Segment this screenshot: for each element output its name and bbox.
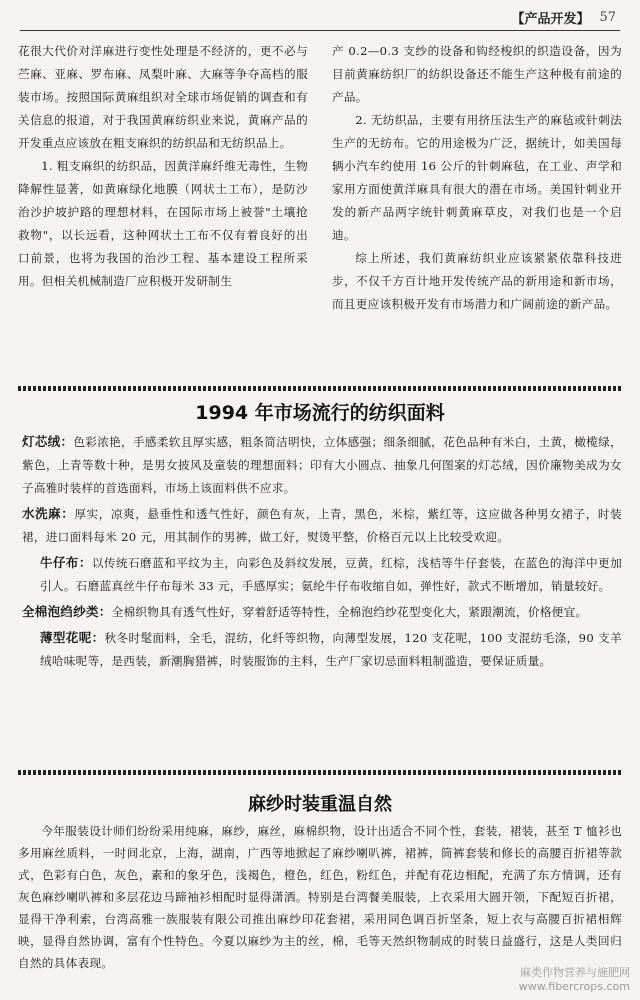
page-number: 57 [599, 9, 616, 25]
watermark-name: 麻类作物营养与施肥网 [520, 966, 630, 979]
left-paragraph-1: 花很大代价对洋麻进行变性处理是不经济的，更不必与苎麻、亚麻、罗布麻、凤梨叶麻、大麻等争夺高档的服装市场。按照国际黄麻组织对全球市场促销的调查和有关信息的报道，对于我国黄麻纺织业来说，黄麻产品的开发重点应该放在粗支麻织的纺织品和无纺织品上。 [18, 44, 308, 150]
right-paragraph-1: 产 0.2—0.3 支纱的设备和钩经梭织的织造设备，因为目前黄麻纺织厂的纺织设备还不能生产这种极有前途的产品。 [332, 44, 622, 104]
article1-title: 1994 年市场流行的纺织面料 [195, 402, 445, 424]
fabric-description: 全棉织物具有透气性好，穿着舒适等特性，全棉泡绉纱花型变化大，紧跟潮流，价格便宜。 [111, 605, 588, 619]
intro-columns [18, 40, 622, 382]
article2-body [18, 820, 622, 974]
fabric-term: 全棉泡绉纱类： [22, 604, 112, 619]
header-rule [20, 30, 620, 31]
fabric-description: 色彩浓艳，手感柔软且厚实感，粗条简洁明快，立体感强；细条细腻，花色品种有米白，土黄，橄榄绿，紫色，上青等数十种，是男女披风及童装的理想面料；印有大小圆点、抽象几何图案的灯芯绒，因价廉物美成为女子高雅时装样的首选面料，市场上该面料供不应求。 [22, 435, 622, 495]
section-label: 【产品开发】 [511, 11, 590, 27]
fabric-item [18, 502, 622, 549]
left-paragraph-2: 1. 粗支麻织的纺织品，因黄洋麻纤维无毒性，生物降解性显著，如黄麻绿化地膜（网状土工布），是防沙治沙护坡护路的理想材料，在国际市场上被誉"土壤抢救物"，以长远看，这种网状土工布不仅有着良好的出口前景，也将为我国的治沙工程、基本建设工程所采用。但相关机械制造厂应积极开发研制生 [18, 159, 308, 288]
fabric-item [18, 430, 622, 500]
site-watermark [519, 966, 630, 994]
fabric-description: 秋冬时髦面料，全毛，混纺，化纤等织物，向薄型发展，120 支花呢，100 支混纺毛涤，90 支羊绒哈味呢等，是西装，新潮胸猎裤，时装服饰的主料，生产厂家切忌面料粗制滥造，要保证质量。 [40, 631, 622, 668]
fabric-term: 牛仔布： [40, 555, 92, 570]
article2-paragraph: 今年服装设计师们纷纷采用纯麻，麻纱，麻丝，麻棉织物，设计出适合不同个性，套装，裙装，甚至 T 恤衫也多用麻丝质料，一时间北京，上海，湖南，广西等地掀起了麻纱喇叭裤，裙裤，筒裤套装和修长的高腰百折裙等款式，色彩有白色，灰色，素和的象牙色，浅褐色，橙色，红色，粉红色，并配有花边相配，充满了东方情调，还有灰色麻纱喇叭裤和多层花边马蹄袖衫相配时显得潇洒。特别是台湾餐美服装，上衣采用大圆开领，下配短百折裙，显得干净利索，台湾高雅一族服装有限公司推出麻纱印花套裙，采用同色调百折坚条，短上衣与高腰百折裙相辉映，显得自然协调，富有个性特色。今夏以麻纱为主的丝，棉，毛等天然织物制成的时装日益盛行，这是人类回归自然的具体表现。 [18, 824, 622, 970]
fabric-term: 薄型花呢： [40, 630, 105, 645]
fabric-item [18, 600, 622, 624]
right-paragraph-2: 2. 无纺织品，主要有用挤压法生产的麻毡或针刺法生产的无纺布。它的用途极为广泛，据统计，如美国每辆小汽车约使用 16 公斤的针刺麻毡，在工业、声学和家用方面使黄洋麻具有很大的潜在市场。美国针刺业开发的新产品两字统针刺黄麻草皮，对我们也是一个启迪。 [332, 113, 622, 242]
fabric-term: 水洗麻： [22, 506, 75, 521]
article2-title: 麻纱时装重温自然 [248, 794, 392, 815]
fabric-description: 以传统石磨蓝和平纹为主，向彩色及斜纹发展，豆黄，红棕，浅桔等牛仔套装，在蓝色的海洋中更加引人。石磨蓝真丝牛仔布每米 33 元，手感厚实；氨纶牛仔布收缩自如，弹性好，款式不断增加，销量较好。 [40, 556, 623, 593]
right-column [332, 40, 622, 382]
section-divider [18, 386, 622, 391]
article1-body [18, 430, 622, 675]
fabric-description: 厚实，凉爽，悬垂性和透气性好，颜色有灰，上青，黑色，米棕，紫红等，这应做各种男女裙子，时装裙，进口面料每米 20 元，用其制作的男裤，做工好，熨烫平整，价格百元以上比较受欢迎。 [22, 507, 622, 544]
watermark-url: www.fibercrops.com [518, 980, 630, 993]
right-paragraph-3: 综上所述，我们黄麻纺织业应该紧紧依靠科技进步，不仅千方百计地开发传统产品的新用途和新市场，而且更应该积极开发有市场潜力和广阔前途的新产品。 [332, 251, 622, 311]
fabric-item [18, 551, 622, 598]
left-column [18, 40, 308, 382]
page-header [24, 6, 616, 28]
fabric-term: 灯芯绒： [22, 434, 74, 449]
section-divider [18, 770, 622, 775]
fabric-item [18, 626, 622, 673]
